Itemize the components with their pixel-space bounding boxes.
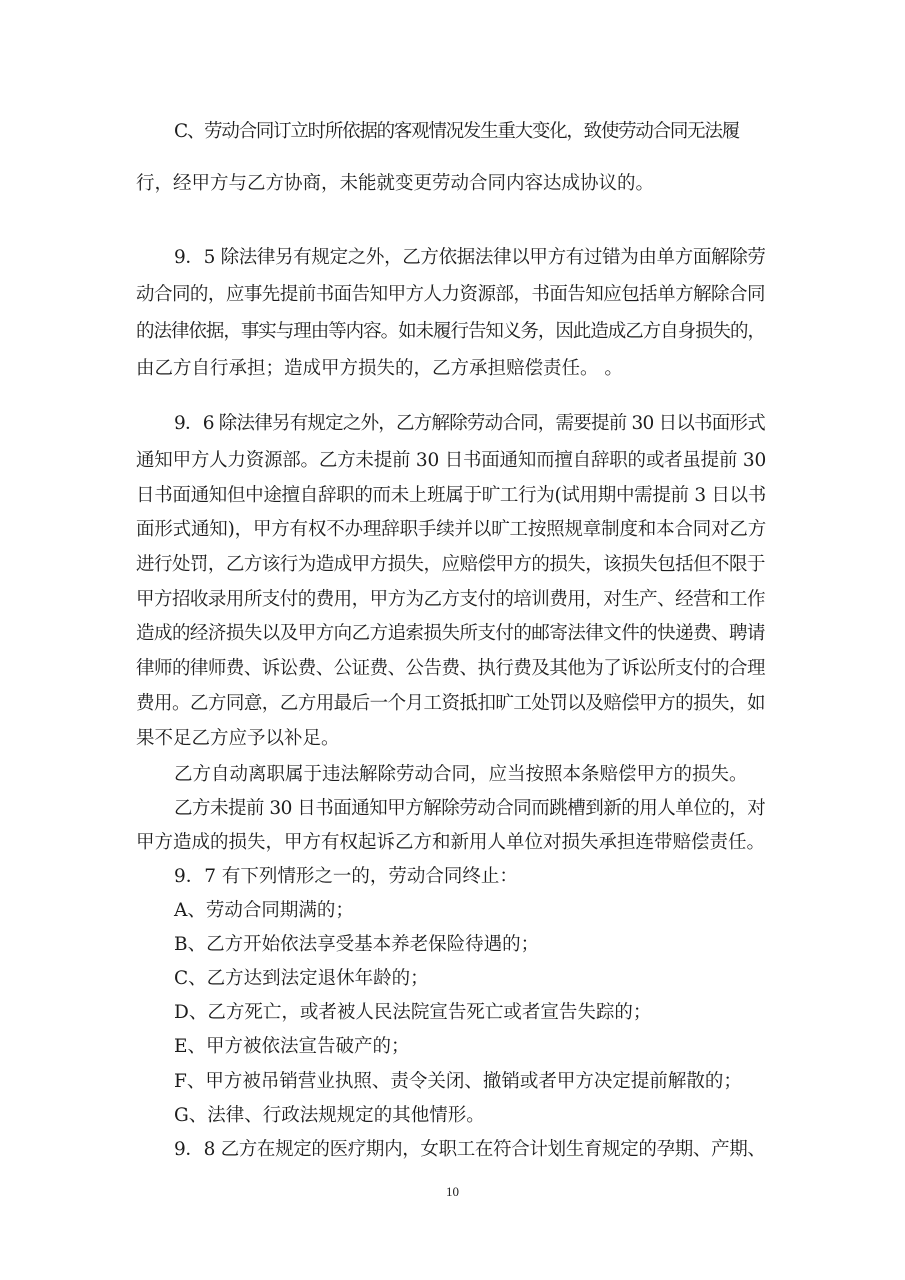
text-line: 乙方自动离职属于违法解除劳动合同，应当按照本条赔偿甲方的损失。 <box>174 764 748 785</box>
text-line: 果不足乙方应予以补足。 <box>136 728 340 749</box>
text-line: 甲方招收录用所支付的费用，甲方为乙方支付的培训费用，对生产、经营和工作 <box>136 589 765 610</box>
text-line: 面形式通知)，甲方有权不办理辞职手续并以旷工按照规章制度和本合同对乙方 <box>136 519 767 540</box>
text-line: 由乙方自行承担；造成甲方损失的，乙方承担赔偿责任。 。 <box>136 358 623 379</box>
text-line: C、乙方达到法定退休年龄的； <box>174 968 429 989</box>
text-line: 9．5 除法律另有规定之外，乙方依据法律以甲方有过错为由单方面解除劳 <box>174 247 766 268</box>
text-line: 9．6 除法律另有规定之外，乙方解除劳动合同，需要提前 30 日以书面形式 <box>174 413 765 434</box>
text-line: 律师的律师费、诉讼费、公证费、公告费、执行费及其他为了诉讼所支付的合理 <box>136 658 765 679</box>
text-line: 行，经甲方与乙方协商，未能就变更劳动合同内容达成协议的。 <box>136 173 655 194</box>
text-line: A、劳动合同期满的； <box>174 900 354 921</box>
text-line: D、乙方死亡，或者被人民法院宣告死亡或者宣告失踪的； <box>174 1002 652 1023</box>
text-line: 日书面通知但中途擅自辞职的而未上班属于旷工行为(试用期中需提前 3 日以书 <box>136 485 766 506</box>
text-line: 甲方造成的损失，甲方有权起诉乙方和新用人单位对损失承担连带赔偿责任。 <box>136 832 766 853</box>
text-line: 费用。乙方同意，乙方用最后一个月工资抵扣旷工处罚以及赔偿甲方的损失，如 <box>136 693 765 714</box>
text-line: 9．7 有下列情形之一的，劳动合同终止： <box>174 866 518 887</box>
text-line: 的法律依据，事实与理由等内容。如未履行告知义务，因此造成乙方自身损失的， <box>136 321 765 342</box>
text-line: 乙方未提前 30 日书面通知甲方解除劳动合同而跳槽到新的用人单位的，对 <box>174 798 766 819</box>
text-line: C、劳动合同订立时所依据的客观情况发生重大变化，致使劳动合同无法履 <box>174 121 739 142</box>
text-line: 进行处罚，乙方该行为造成甲方损失，应赔偿甲方的损失，该损失包括但不限于 <box>136 554 765 575</box>
text-line: E、甲方被依法宣告破产的； <box>174 1036 410 1057</box>
text-line: 通知甲方人力资源部。乙方未提前 30 日书面通知而擅自辞职的或者虽提前 30 <box>136 450 767 471</box>
text-line: B、乙方开始依法享受基本养老保险待遇的； <box>174 934 540 955</box>
text-line: 9．8 乙方在规定的医疗期内，女职工在符合计划生育规定的孕期、产期、 <box>174 1139 766 1160</box>
text-line: F、甲方被吊销营业执照、责令关闭、撤销或者甲方决定提前解散的； <box>174 1071 742 1092</box>
text-line: 造成的经济损失以及甲方向乙方追索损失所支付的邮寄法律文件的快递费、聘请 <box>136 623 765 644</box>
page-number: 10 <box>446 1184 459 1199</box>
text-line: 动合同的，应事先提前书面告知甲方人力资源部，书面告知应包括单方解除合同 <box>136 284 765 305</box>
text-line: G、法律、行政法规规定的其他情形。 <box>174 1105 485 1126</box>
